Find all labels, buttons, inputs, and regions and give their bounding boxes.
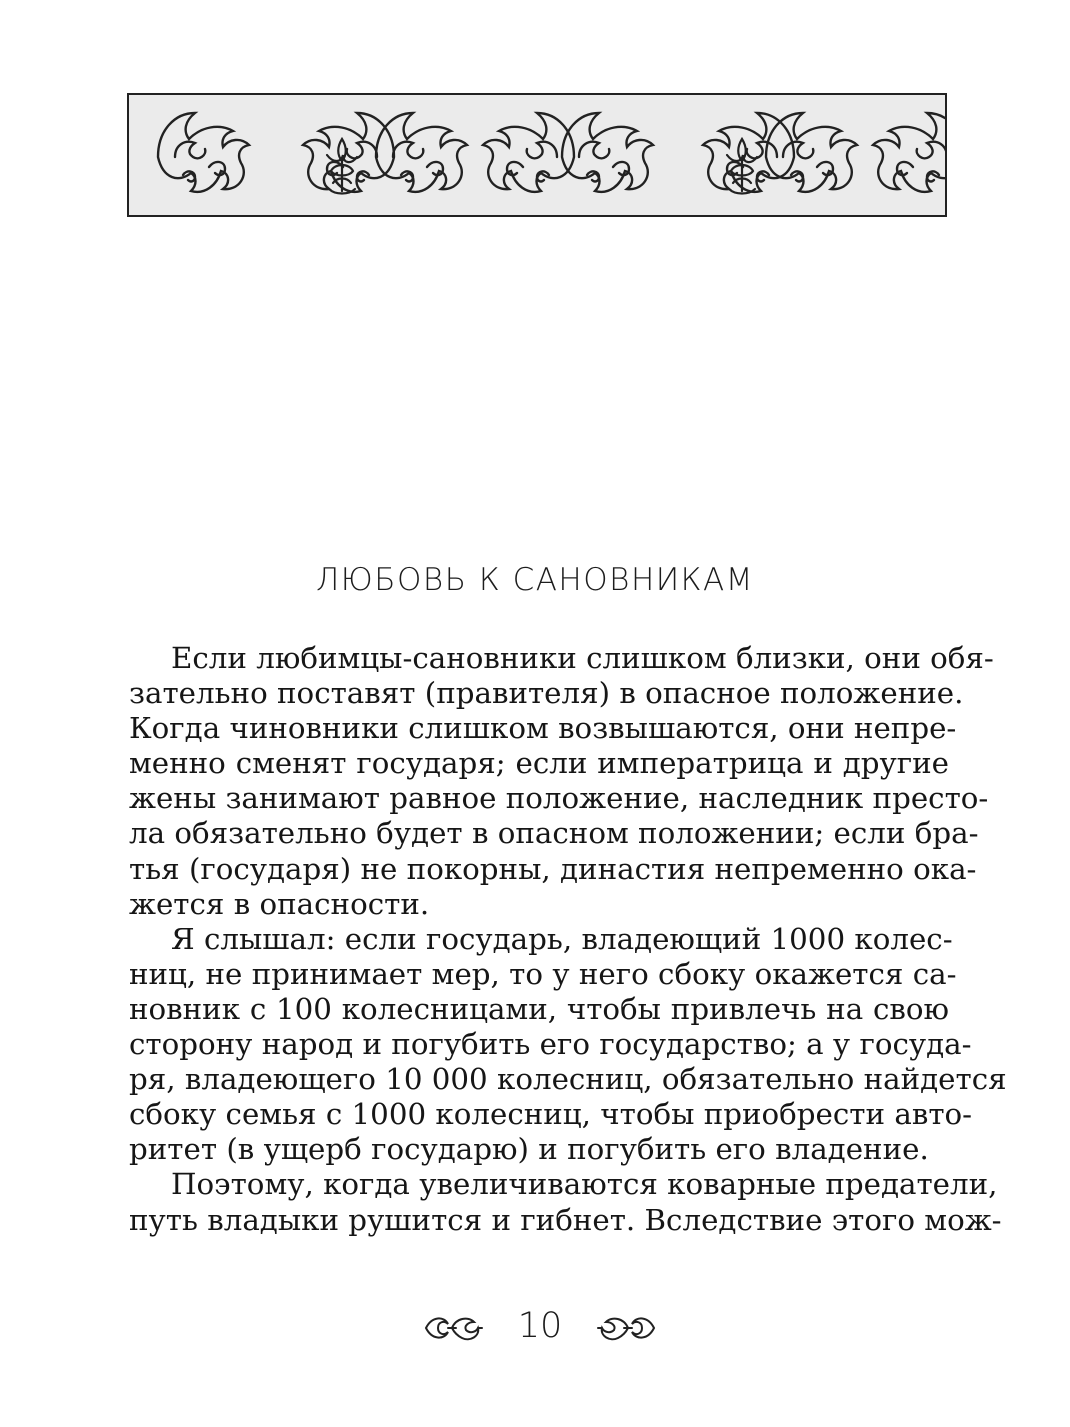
page-footer <box>0 1300 1070 1358</box>
text-line: Я слышал: если государь, владеющий 1000 колес- <box>171 921 953 956</box>
text-line: сбоку семья с 1000 колесниц, чтобы приобрести авто- <box>129 1097 973 1132</box>
text-line: Поэтому, когда увеличиваются коварные предатели, <box>171 1167 998 1202</box>
text-line: сторону народ и погубить его государство; а у госуда- <box>129 1027 972 1062</box>
body-text <box>129 641 1007 1238</box>
text-line: жены занимают равное положение, наследник престо- <box>129 781 989 816</box>
text-line: менно сменят государя; если императрица и другие <box>129 746 949 781</box>
right-flourish-icon <box>596 1308 658 1348</box>
paragraph <box>129 641 994 922</box>
page-number: 10 <box>517 1306 563 1346</box>
chapter-title: ЛЮБОВЬ К САНОВНИКАМ <box>315 562 754 598</box>
text-line: жется в опасности. <box>129 886 430 921</box>
paragraph <box>129 1167 1002 1237</box>
ornamental-banner <box>127 93 947 217</box>
left-flourish-icon <box>422 1308 484 1348</box>
paragraph <box>129 921 1007 1168</box>
text-line: Когда чиновники слишком возвышаются, они непре- <box>129 711 957 746</box>
text-line: зательно поставят (правителя) в опасное положение. <box>129 676 964 711</box>
text-line: тья (государя) не покорны, династия непременно ока- <box>129 851 977 886</box>
ornament-pattern-icon <box>129 95 945 215</box>
text-line: ря, владеющего 10 000 колесниц, обязательно найдется <box>129 1062 1007 1097</box>
text-line: Если любимцы-сановники слишком близки, они обя- <box>171 641 994 675</box>
text-line: ритет (в ущерб государю) и погубить его владение. <box>129 1132 929 1167</box>
text-line: новник с 100 колесницами, чтобы привлечь на свою <box>129 991 949 1026</box>
text-line: ла обязательно будет в опасном положении; если бра- <box>129 816 979 851</box>
text-line: путь владыки рушится и гибнет. Вследствие этого мож- <box>129 1202 1002 1237</box>
text-line: ниц, не принимает мер, то у него сбоку окажется са- <box>129 956 957 991</box>
